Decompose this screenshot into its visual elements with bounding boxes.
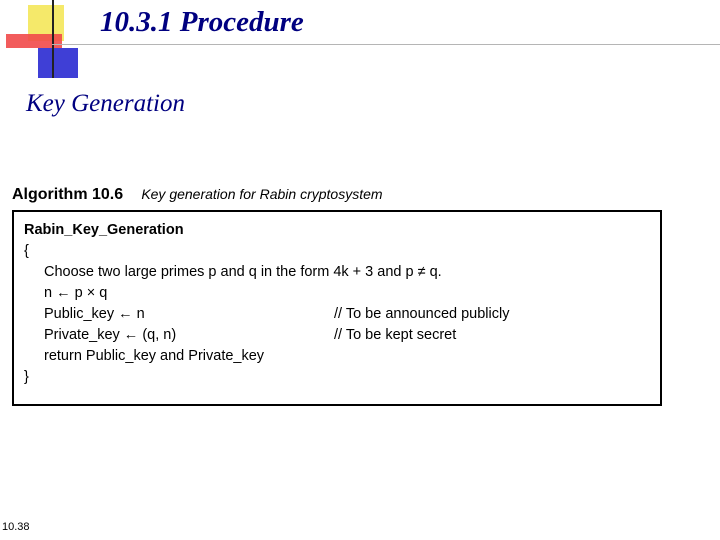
code-text: Choose two large primes p and q in the form 4k + 3 and p ≠ q.: [44, 264, 442, 280]
close-brace: }: [24, 369, 29, 385]
code-comment: // To be kept secret: [334, 327, 457, 343]
algorithm-box: [12, 210, 662, 406]
section-subheading: Key Generation: [26, 90, 185, 117]
code-text: n ← p × q: [44, 285, 108, 301]
algorithm-code: [24, 220, 650, 388]
decorative-blue-square: [38, 48, 78, 78]
code-line: [24, 304, 650, 325]
code-line: [24, 346, 650, 367]
code-text: Private_key ← (q, n): [44, 327, 177, 343]
code-text: Public_key ← n: [44, 306, 145, 322]
code-comment: // To be announced publicly: [334, 306, 510, 322]
function-name: Rabin_Key_Generation: [24, 222, 184, 238]
title-underline: [52, 44, 720, 45]
open-brace: {: [24, 243, 29, 259]
code-line: [24, 325, 650, 346]
code-text: return Public_key and Private_key: [44, 348, 265, 364]
slide-title: 10.3.1 Procedure: [100, 6, 304, 38]
code-line: [24, 283, 650, 304]
algorithm-number: Algorithm 10.6: [12, 186, 124, 203]
algorithm-header: [12, 186, 383, 204]
page-number: 10.38: [2, 521, 30, 533]
decorative-vertical-line: [52, 0, 54, 78]
code-line: [24, 262, 650, 283]
algorithm-caption: Key generation for Rabin cryptosystem: [141, 186, 383, 202]
